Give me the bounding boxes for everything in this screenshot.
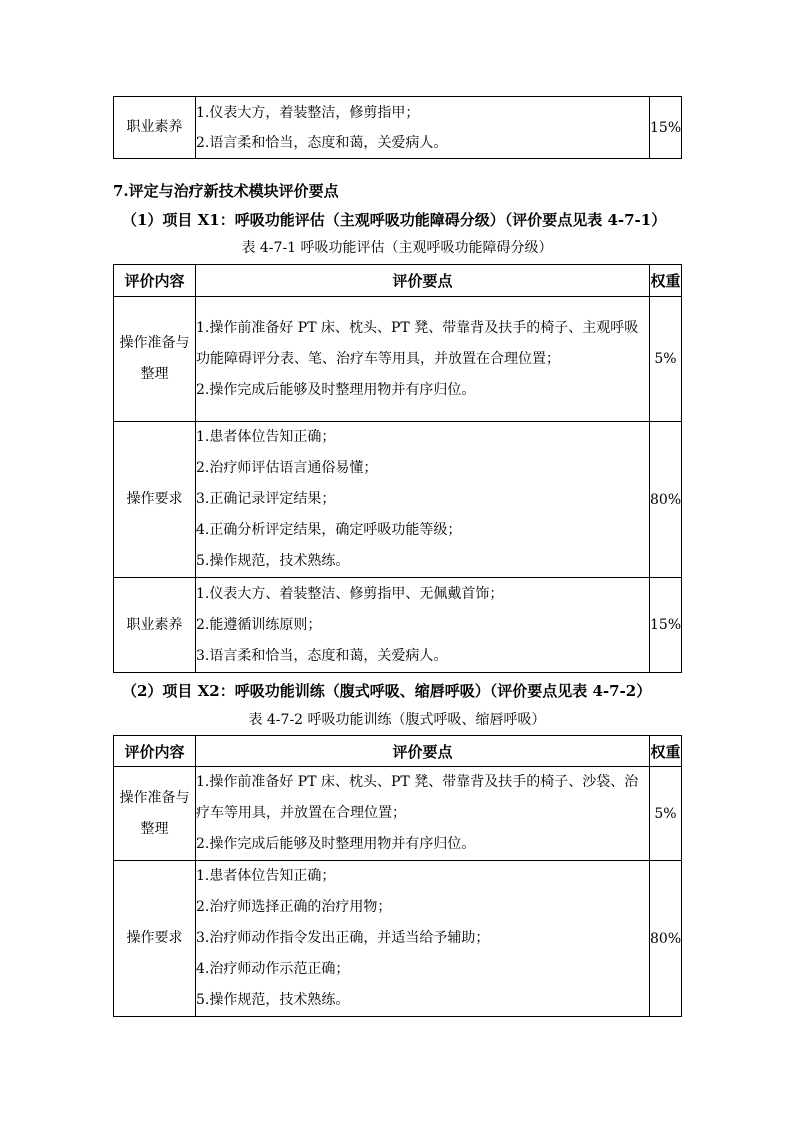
category-cell: 操作要求 [114, 861, 196, 1017]
weight-cell: 80% [650, 422, 682, 578]
point-item: 1.操作前准备好 PT 床、枕头、PT 凳、带靠背及扶手的椅子、沙袋、治疗车等用具，并放置在合理位置； [196, 774, 639, 821]
table-row [114, 578, 682, 673]
point-item: 3.治疗师动作指令发出正确，并适当给予辅助； [196, 930, 490, 946]
point-item: 3.语言柔和恰当，态度和蔼，关爱病人。 [196, 647, 448, 664]
category-cell: 操作要求 [114, 422, 196, 578]
table-4-7-2 [113, 735, 682, 1017]
point-item: 1.患者体位告知正确； [196, 868, 336, 884]
header-weight: 权重 [650, 265, 682, 297]
item2-heading: （2）项目 X2：呼吸功能训练（腹式呼吸、缩唇呼吸）（评价要点见表 4-7-2） [122, 682, 652, 700]
points-cell [196, 767, 650, 861]
point-item: 1.仪表大方、着装整洁、修剪指甲、无佩戴首饰； [196, 585, 504, 602]
point-item: 2.操作完成后能够及时整理用物并有序归位。 [196, 836, 476, 852]
weight-cell: 5% [650, 767, 682, 861]
table-row [114, 97, 682, 159]
category-cell: 操作准备与整理 [114, 767, 196, 861]
point-item: 2.语言柔和恰当，态度和蔼，关爱病人。 [196, 134, 448, 151]
weight-cell: 80% [650, 861, 682, 1017]
weight-cell: 15% [650, 578, 682, 673]
table-row [114, 767, 682, 861]
point-item: 3.正确记录评定结果； [196, 491, 336, 507]
point-item: 5.操作规范，技术熟练。 [196, 553, 350, 569]
table2-caption: 表 4-7-2 呼吸功能训练（腹式呼吸、缩唇呼吸） [248, 712, 546, 728]
point-item: 2.操作完成后能够及时整理用物并有序归位。 [196, 381, 476, 398]
category-cell: 操作准备与整理 [114, 297, 196, 422]
table-row [114, 861, 682, 1017]
points-cell [196, 861, 650, 1017]
weight-cell: 5% [650, 297, 682, 422]
table1-caption: 表 4-7-1 呼吸功能评估（主观呼吸功能障碍分级） [241, 240, 553, 256]
point-item: 1.操作前准备好 PT 床、枕头、PT 凳、带靠背及扶手的椅子、主观呼吸功能障碍评分表、笔、治疗车等用具，并放置在合理位置； [196, 319, 639, 367]
point-item: 1.仪表大方，着装整洁，修剪指甲； [196, 104, 420, 121]
category-cell: 职业素养 [114, 97, 196, 159]
header-weight: 权重 [650, 736, 682, 767]
item1-heading: （1）项目 X1：呼吸功能评估（主观呼吸功能障碍分级）（评价要点见表 4-7-1） [122, 211, 667, 229]
weight-cell: 15% [650, 97, 682, 159]
header-category: 评价内容 [114, 265, 196, 297]
points-cell [196, 422, 650, 578]
point-item: 5.操作规范，技术熟练。 [196, 992, 350, 1008]
section-heading: 7.评定与治疗新技术模块评价要点 [113, 182, 339, 200]
continuation-table [113, 96, 682, 159]
table-row [114, 422, 682, 578]
point-item: 2.治疗师选择正确的治疗用物； [196, 899, 392, 915]
table-4-7-1 [113, 264, 682, 673]
points-cell [196, 97, 650, 159]
point-item: 2.治疗师评估语言通俗易懂； [196, 460, 378, 476]
category-cell: 职业素养 [114, 578, 196, 673]
point-item: 2.能遵循训练原则； [196, 616, 322, 633]
table-header-row [114, 265, 682, 297]
table-header-row [114, 736, 682, 767]
header-points: 评价要点 [196, 265, 650, 297]
header-category: 评价内容 [114, 736, 196, 767]
points-cell [196, 578, 650, 673]
point-item: 4.正确分析评定结果，确定呼吸功能等级； [196, 522, 462, 538]
table-row [114, 297, 682, 422]
point-item: 1.患者体位告知正确； [196, 429, 336, 445]
header-points: 评价要点 [196, 736, 650, 767]
point-item: 4.治疗师动作示范正确； [196, 961, 350, 977]
points-cell [196, 297, 650, 422]
